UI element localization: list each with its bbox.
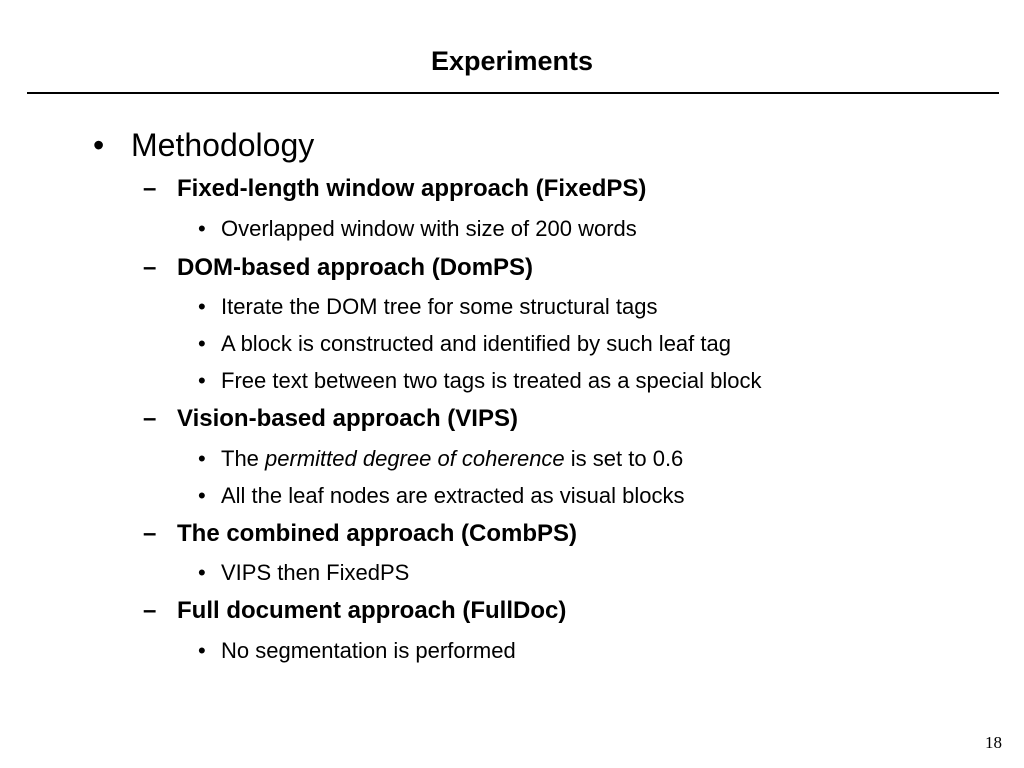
bullet-icon: • xyxy=(198,446,206,471)
detail-item xyxy=(198,483,684,509)
dash-icon: – xyxy=(143,597,157,624)
heading-text: Methodology xyxy=(131,127,315,163)
dash-icon: – xyxy=(143,520,157,547)
detail-emphasis: permitted degree of coherence xyxy=(265,446,565,471)
bullet-icon: • xyxy=(198,294,206,319)
detail-text: VIPS then FixedPS xyxy=(221,560,410,585)
bullet-icon: • xyxy=(198,368,206,393)
approach-label: The combined approach (CombPS) xyxy=(177,520,578,547)
detail-text: Free text between two tags is treated as a special block xyxy=(221,368,762,393)
detail-item xyxy=(198,331,731,357)
detail-item xyxy=(198,216,637,242)
bullet-icon: • xyxy=(198,560,206,585)
detail-prefix: The xyxy=(221,446,266,471)
detail-item xyxy=(198,638,516,664)
approach-item xyxy=(143,405,518,433)
dash-icon: – xyxy=(143,405,157,432)
slide-title: Experiments xyxy=(430,46,594,76)
detail-item xyxy=(198,446,683,472)
detail-text: No segmentation is performed xyxy=(221,638,516,663)
approach-item xyxy=(143,520,577,548)
dash-icon: – xyxy=(143,254,157,281)
approach-label: Full document approach (FullDoc) xyxy=(177,597,567,624)
detail-item xyxy=(198,294,658,320)
detail-item xyxy=(198,368,762,394)
page-number: 18 xyxy=(985,733,1002,752)
detail-text: Overlapped window with size of 200 words xyxy=(221,216,637,241)
approach-label: Vision-based approach (VIPS) xyxy=(177,405,518,432)
bullet-icon: • xyxy=(198,638,206,663)
detail-text: All the leaf nodes are extracted as visual blocks xyxy=(221,483,685,508)
approach-item xyxy=(143,254,533,282)
detail-suffix: is set to 0.6 xyxy=(564,446,684,471)
bullet-methodology xyxy=(93,127,314,164)
dash-icon: – xyxy=(143,175,157,202)
approach-label: Fixed-length window approach (FixedPS) xyxy=(177,175,647,202)
bullet-icon: • xyxy=(198,216,206,241)
detail-item xyxy=(198,560,409,586)
approach-item xyxy=(143,597,566,625)
bullet-icon: • xyxy=(93,127,105,163)
bullet-icon: • xyxy=(198,483,206,508)
approach-label: DOM-based approach (DomPS) xyxy=(177,254,534,281)
bullet-icon: • xyxy=(198,331,206,356)
detail-text: A block is constructed and identified by such leaf tag xyxy=(221,331,731,356)
detail-text: Iterate the DOM tree for some structural tags xyxy=(221,294,658,319)
title-divider xyxy=(27,92,999,94)
approach-item xyxy=(143,175,646,203)
